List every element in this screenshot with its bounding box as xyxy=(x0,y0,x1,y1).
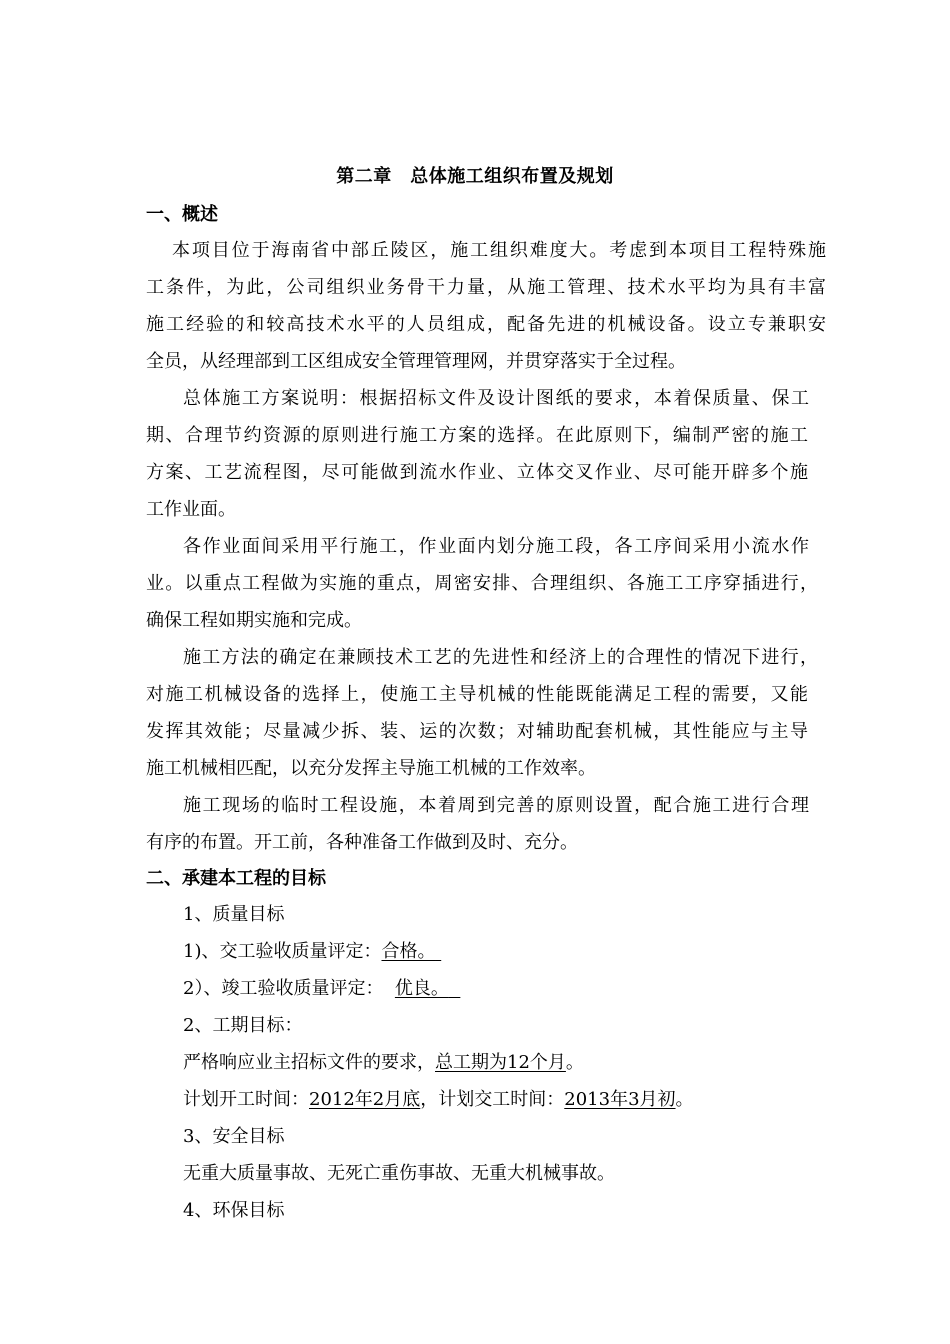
paragraph-line: 工条件，为此，公司组织业务骨干力量，从施工管理、技术水平均为具有丰富 xyxy=(146,277,826,298)
schedule-goal-label: 2、工期目标： xyxy=(183,1015,303,1036)
chapter-title: 第二章 总体施工组织布置及规划 xyxy=(336,166,614,187)
paragraph-line: 各作业面间采用平行施工，作业面内划分施工段，各工序间采用小流水作 xyxy=(183,536,809,557)
start-date-label: 计划开工时间： xyxy=(183,1089,309,1110)
safety-goal-label: 3、安全目标 xyxy=(183,1126,285,1147)
paragraph-line: 施工现场的临时工程设施，本着周到完善的原则设置，配合施工进行合理 xyxy=(183,795,809,816)
paragraph-line: 本项目位于海南省中部丘陵区，施工组织难度大。考虑到本项目工程特殊施 xyxy=(172,240,826,261)
quality-item-prefix: 1)、交工验收质量评定： xyxy=(183,941,382,962)
schedule-duration-prefix: 严格响应业主招标文件的要求， xyxy=(183,1052,435,1073)
quality-item-value: 合格。 xyxy=(381,941,436,962)
paragraph-line: 发挥其效能；尽量减少拆、装、运的次数；对辅助配套机械，其性能应与主导 xyxy=(146,721,808,742)
paragraph-line: 施工方法的确定在兼顾技术工艺的先进性和经济上的合理性的情况下进行， xyxy=(183,647,818,668)
end-date-label: ，计划交工时间： xyxy=(420,1089,565,1110)
dates-suffix: 。 xyxy=(675,1089,694,1110)
end-date-value: 2013年3月初 xyxy=(564,1089,676,1110)
schedule-dates-line xyxy=(183,1085,863,1111)
paragraph-line: 总体施工方案说明：根据招标文件及设计图纸的要求，本着保质量、保工 xyxy=(183,388,809,409)
paragraph-line: 业。以重点工程做为实施的重点，周密安排、合理组织、各施工工序穿插进行， xyxy=(146,573,818,594)
quality-item-prefix: 2）、竣工验收质量评定： xyxy=(183,978,384,999)
paragraph-line: 对施工机械设备的选择上，使施工主导机械的性能既能满足工程的需要，又能 xyxy=(146,684,808,705)
schedule-duration-line xyxy=(183,1048,863,1074)
quality-goal-label: 1、质量目标 xyxy=(183,904,285,925)
schedule-duration-value: 总工期为12个月 xyxy=(435,1052,566,1073)
paragraph-line: 确保工程如期实施和完成。 xyxy=(146,610,362,631)
schedule-duration-suffix: 。 xyxy=(565,1052,584,1073)
paragraph-line: 有序的布置。开工前，各种准备工作做到及时、充分。 xyxy=(146,832,578,853)
start-date-value: 2012年2月底 xyxy=(309,1089,421,1110)
paragraph-line: 期、合理节约资源的原则进行施工方案的选择。在此原则下，编制严密的施工 xyxy=(146,425,808,446)
paragraph-line: 施工经验的和较高技术水平的人员组成，配备先进的机械设备。设立专兼职安 xyxy=(146,314,826,335)
quality-item-value: 优良。 xyxy=(394,978,449,999)
paragraph-line: 方案、工艺流程图，尽可能做到流水作业、立体交叉作业、尽可能开辟多个施 xyxy=(146,462,808,483)
environment-goal-label: 4、环保目标 xyxy=(183,1200,285,1221)
paragraph-line: 工作业面。 xyxy=(146,499,236,520)
safety-goal-text: 无重大质量事故、无死亡重伤事故、无重大机械事故。 xyxy=(183,1163,615,1184)
paragraph-line: 全员，从经理部到工区组成安全管理管理网，并贯穿落实于全过程。 xyxy=(146,351,686,372)
quality-item-completion xyxy=(183,974,863,1000)
quality-item-acceptance xyxy=(183,937,863,963)
section-heading-overview: 一、概述 xyxy=(146,204,218,225)
section-heading-goals: 二、承建本工程的目标 xyxy=(146,868,326,889)
paragraph-line: 施工机械相匹配，以充分发挥主导施工机械的工作效率。 xyxy=(146,758,596,779)
